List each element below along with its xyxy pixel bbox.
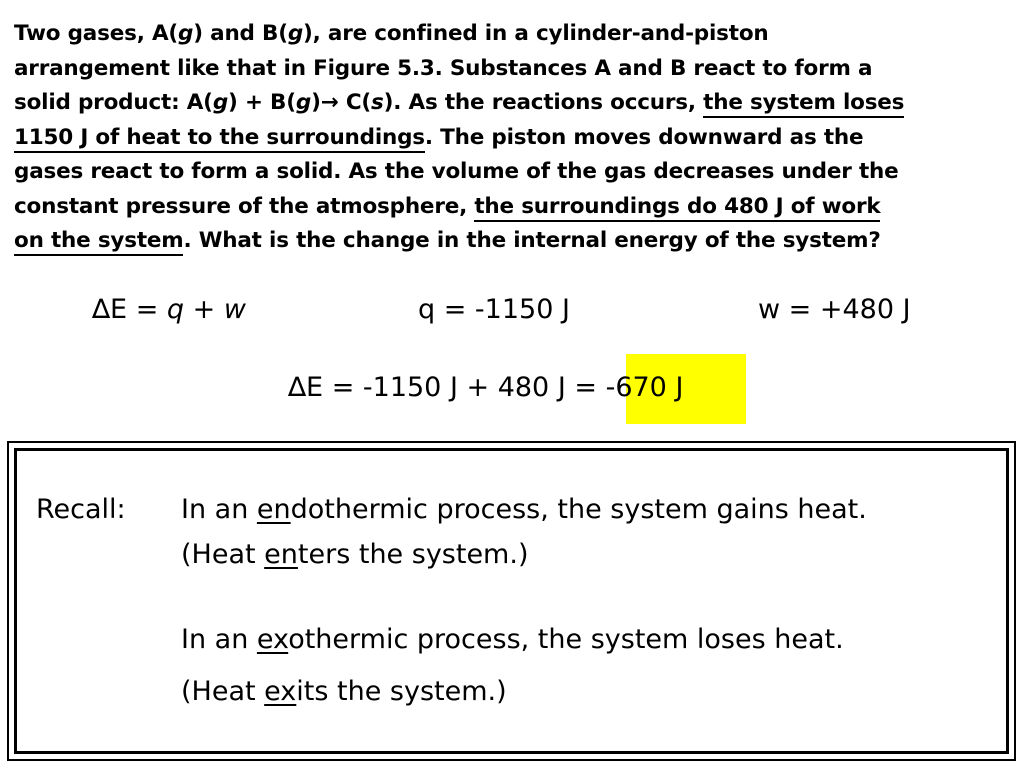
problem-line-4: 1150 J of heat to the surroundings. The piston moves downward as the <box>14 121 1014 156</box>
energy-formula: ∆E = q + w <box>92 294 246 325</box>
underlined-on-system: on the system <box>14 228 183 256</box>
problem-line-6: constant pressure of the atmosphere, the surroundings do 480 J of work <box>14 190 1014 225</box>
answer-value: -670 J <box>605 372 684 403</box>
endothermic-note: (Heat enters the system.) <box>181 539 529 570</box>
w-value: w = +480 J <box>758 294 911 325</box>
problem-line-1: Two gases, A(g) and B(g), are confined in a cylinder-and-piston <box>14 21 769 46</box>
exothermic-statement: In an exothermic process, the system loses heat. <box>181 624 844 655</box>
result-equation: ∆E = -1150 J + 480 J = -670 J <box>288 372 684 403</box>
problem-line-7: on the system. What is the change in the internal energy of the system? <box>14 224 1014 259</box>
q-value: q = -1150 J <box>418 294 570 325</box>
problem-statement <box>14 17 1014 259</box>
underlined-heat-amount: 1150 J of heat to the surroundings <box>14 125 425 153</box>
exothermic-note: (Heat exits the system.) <box>181 676 507 707</box>
underlined-work-done: the surroundings do 480 J of work <box>474 194 880 222</box>
endothermic-statement: In an endothermic process, the system gains heat. <box>181 494 867 525</box>
recall-label: Recall: <box>36 494 126 525</box>
underlined-heat-loss: the system loses <box>703 90 904 118</box>
problem-line-3: solid product: A(g) + B(g)→ C(s). As the reactions occurs, the system loses <box>14 86 1014 121</box>
problem-line-2: arrangement like that in Figure 5.3. Substances A and B react to form a <box>14 55 873 81</box>
reaction-arrow: → <box>320 90 339 115</box>
problem-line-5: gases react to form a solid. As the volume of the gas decreases under the <box>14 159 899 184</box>
recall-box <box>7 441 1016 761</box>
